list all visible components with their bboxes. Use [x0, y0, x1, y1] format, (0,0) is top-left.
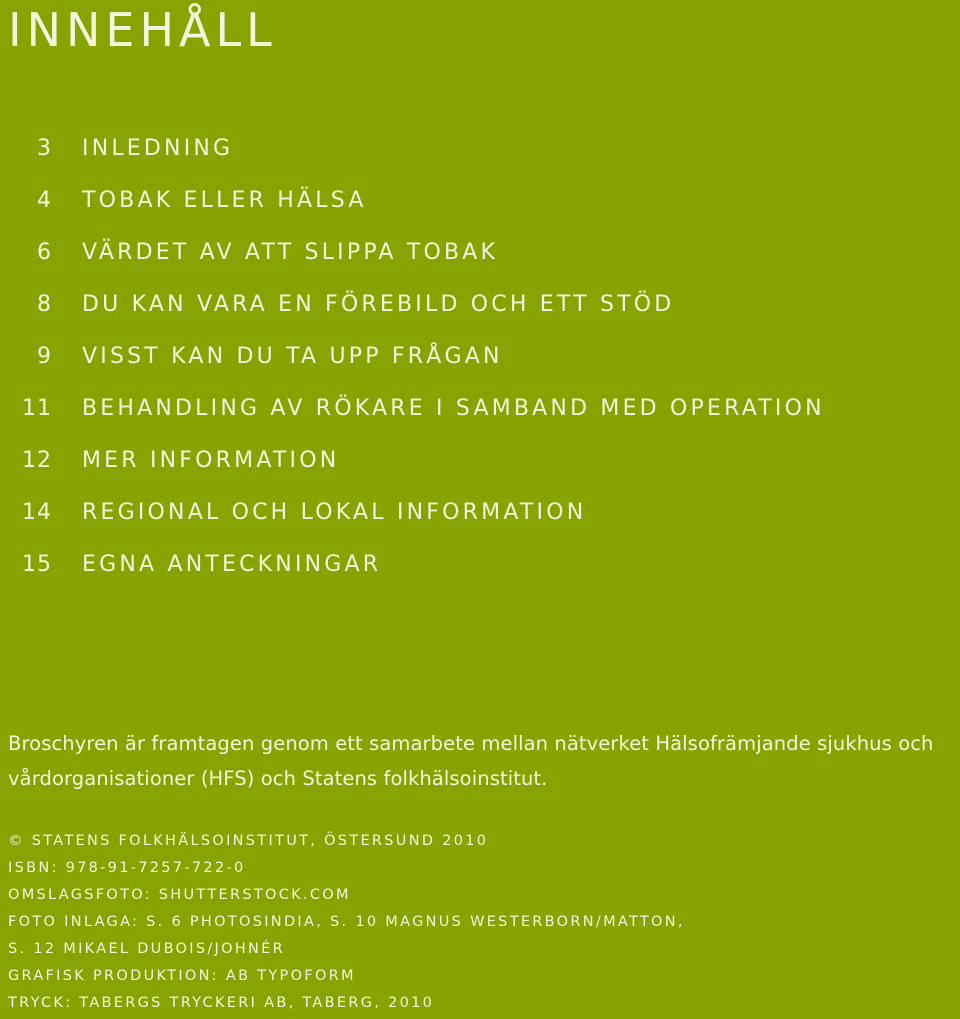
table-of-contents	[0, 122, 825, 590]
intro-paragraph: Broschyren är framtagen genom ett samarbete mellan nätverket Hälsofrämjande sjukhus och vårdorganisationer (HFS) och Statens folkhälsoinstitut.	[8, 732, 934, 790]
toc-page-number: 9	[37, 343, 52, 369]
toc-page-number: 11	[22, 395, 52, 421]
toc-entry	[0, 434, 825, 486]
toc-entry	[0, 330, 825, 382]
toc-label: VÄRDET AV ATT SLIPPA TOBAK	[82, 239, 499, 265]
cover-photo-credit: OMSLAGSFOTO: SHUTTERSTOCK.COM	[8, 887, 351, 903]
printer-credit: TRYCK: TABERGS TRYCKERI AB, TABERG, 2010	[8, 995, 435, 1011]
toc-label: VISST KAN DU TA UPP FRÅGAN	[82, 343, 503, 369]
colophon	[8, 828, 685, 1017]
toc-entry	[0, 122, 825, 174]
photo-credit-continued: S. 12 MIKAEL DUBOIS/JOHNÉR	[8, 941, 286, 957]
toc-page-number: 3	[37, 135, 52, 161]
toc-label: REGIONAL OCH LOKAL INFORMATION	[82, 499, 587, 525]
toc-entry	[0, 174, 825, 226]
toc-page-number: 15	[22, 551, 52, 577]
copyright-line: © STATENS FOLKHÄLSOINSTITUT, ÖSTERSUND 2010	[8, 833, 489, 849]
graphic-production-credit: GRAFISK PRODUKTION: AB TYPOFORM	[8, 968, 356, 984]
isbn-line: ISBN: 978-91-7257-722-0	[8, 860, 246, 876]
toc-page-number: 14	[22, 499, 52, 525]
toc-label: TOBAK ELLER HÄLSA	[82, 187, 367, 213]
toc-entry	[0, 538, 825, 590]
toc-page-number: 6	[37, 239, 52, 265]
toc-label: MER INFORMATION	[82, 447, 340, 473]
toc-label: BEHANDLING AV RÖKARE I SAMBAND MED OPERATION	[82, 395, 825, 421]
toc-label: INLEDNING	[82, 135, 234, 161]
toc-entry	[0, 278, 825, 330]
toc-entry	[0, 486, 825, 538]
photo-credit: FOTO INLAGA: S. 6 PHOTOSINDIA, S. 10 MAGNUS WESTERBORN/MATTON,	[8, 914, 685, 930]
toc-page-number: 12	[22, 447, 52, 473]
toc-page-number: 4	[37, 187, 52, 213]
toc-page-number: 8	[37, 291, 52, 317]
toc-label: DU KAN VARA EN FÖREBILD OCH ETT STÖD	[82, 291, 675, 317]
toc-label: EGNA ANTECKNINGAR	[82, 551, 382, 577]
toc-entry	[0, 226, 825, 278]
toc-entry	[0, 382, 825, 434]
page-title: INNEHÅLL	[8, 3, 277, 57]
